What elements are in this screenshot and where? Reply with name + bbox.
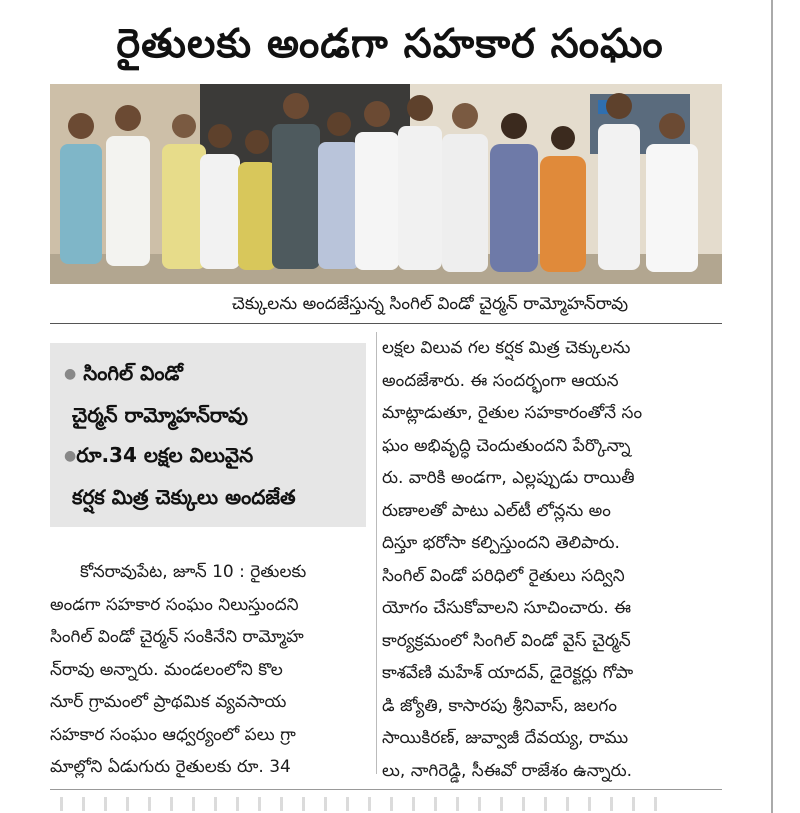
headline: రైతులకు అండగా సహకార సంఘం xyxy=(116,21,664,67)
body-line: అండగా సహకార సంఘం నిలుస్తుందని xyxy=(50,594,299,615)
body-line: మాల్లోని ఏడుగురు రైతులకు రూ. 34 xyxy=(50,757,291,777)
caption-divider xyxy=(50,323,722,324)
body-line: రు. వారికి అండగా, ఎల్లప్పుడు రాయితీ xyxy=(382,468,635,488)
body-line: కాశవేణి మహేశ్ యాదవ్, డైరెక్టర్లు గోపా xyxy=(382,663,634,683)
bullet-icon: ● xyxy=(64,448,77,464)
body-line: సింగిల్ విండో చైర్మన్ సంకినేని రామ్మోహ xyxy=(50,627,304,647)
highlight-item: ●రూ.34 లక్షల విలువైన కర్షక మిత్ర చెక్కులు అందజేత xyxy=(64,443,296,509)
body-line: అందజేశారు. ఈ సందర్భంగా ఆయన xyxy=(382,370,619,391)
body-line: సహకార సంఘం ఆధ్వర్యంలో పలు గ్రా xyxy=(50,724,296,745)
body-line: డి జ్యోతి, కాసారపు శ్రీనివాస్, జలగం xyxy=(382,695,617,716)
body-line: సాయికిరణ్, జువ్వాజీ దేవయ్య, రాము xyxy=(382,728,629,748)
body-line: లు, నాగిరెడ్డి, సీఈవో రాజేశం ఉన్నారు. xyxy=(382,760,632,781)
body-line: నూర్ గ్రామంలో ప్రాథమిక వ్యవసాయ xyxy=(50,692,287,712)
article-body-left xyxy=(50,556,372,784)
body-line: మాట్లాడుతూ, రైతుల సహకారంతోనే సం xyxy=(382,403,643,423)
body-line: యోగం చేసుకోవాలని సూచించారు. ఈ xyxy=(382,598,632,618)
body-line: దిస్తూ భరోసా కల్పిస్తుందని తెలిపారు. xyxy=(382,533,620,553)
photo-caption: చెక్కులను అందజేస్తున్న సింగిల్ విండో చైర్మన్ రామ్మోహన్‌రావు xyxy=(231,294,629,314)
bullet-icon: ● xyxy=(64,366,77,382)
bottom-divider xyxy=(50,789,722,790)
group-photo-icon xyxy=(50,84,722,284)
article-body-right xyxy=(382,332,722,787)
body-line: ఘం అభివృద్ధి చెందుతుందని పేర్కొన్నా xyxy=(382,435,631,456)
body-line: రుణాలతో పాటు ఎల్‌టీ లోన్లను అం xyxy=(382,500,611,521)
body-line: సింగిల్ విండో పరిధిలో రైతులు సద్విని xyxy=(382,565,625,586)
body-line: లక్షల విలువ గల కర్షక మిత్ర చెక్కులను xyxy=(382,338,631,358)
highlight-box xyxy=(50,343,366,527)
body-line: కార్యక్రమంలో సింగిల్ విండో వైస్ చైర్మన్ xyxy=(382,630,631,651)
next-article-fragment xyxy=(60,797,660,811)
highlight-item: ● సింగిల్ విండో చైర్మన్ రామ్మోహన్‌రావు xyxy=(64,361,248,427)
body-line: న్‌రావు అన్నారు. మండలంలోని కొల xyxy=(50,659,283,680)
column-divider xyxy=(376,332,377,774)
page-edge-rule xyxy=(771,0,773,813)
body-line: కోనరావుపేట, జూన్ 10 : రైతులకు xyxy=(80,562,307,582)
news-photo xyxy=(50,84,722,284)
